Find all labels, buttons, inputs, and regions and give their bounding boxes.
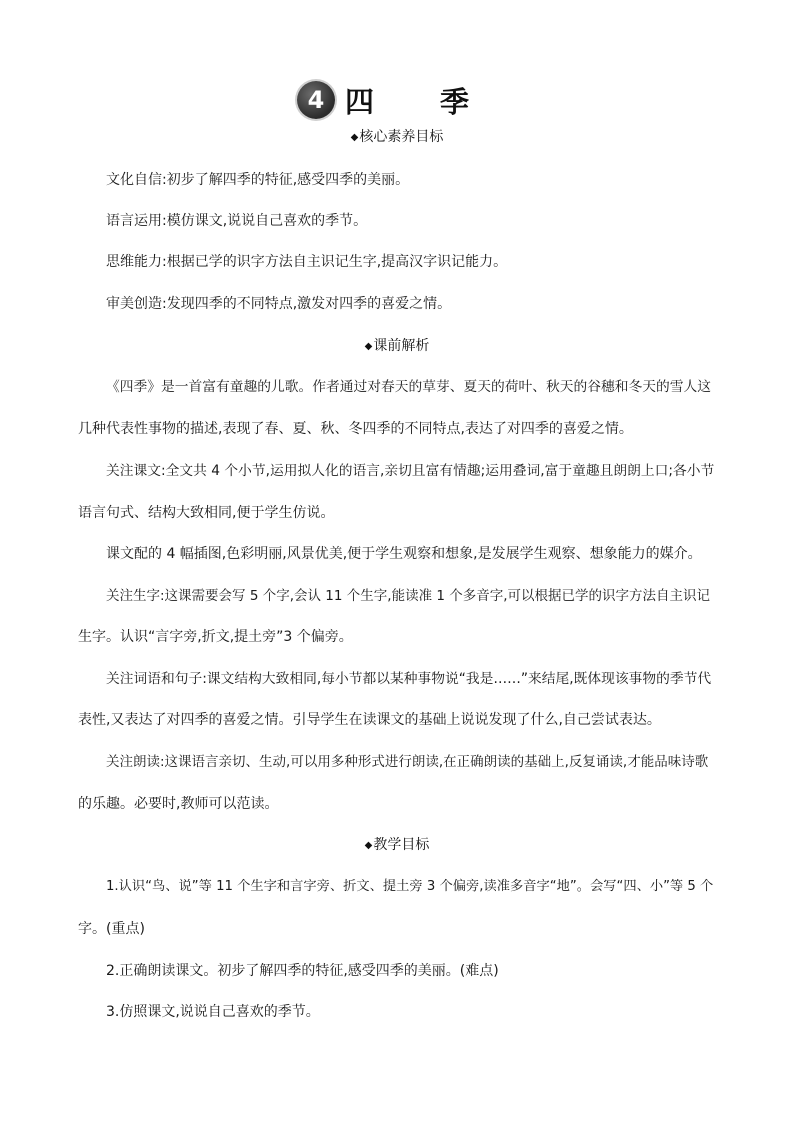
pre-line: 表性,又表达了对四季的喜爱之情。引导学生在读课文的基础上说说发现了什么,自己尝试表达。 — [78, 712, 661, 728]
lesson-title — [0, 80, 794, 120]
pre-line: 几种代表性事物的描述,表现了春、夏、秋、冬四季的不同特点,表达了对四季的喜爱之情。 — [78, 421, 633, 437]
pre-line: 《四季》是一首富有童趣的儿歌。作者通过对春天的草芽、夏天的荷叶、秋天的谷穗和冬天的雪人这 — [106, 379, 712, 395]
diamond-icon: ◆ — [350, 132, 359, 143]
pre-line: 语言句式、结构大致相同,便于学生仿说。 — [78, 505, 335, 521]
goal-line: 字。(重点) — [78, 921, 145, 937]
section-heading-pre: ◆课前解析 — [364, 338, 430, 354]
lesson-title-text: 四 季 — [344, 84, 498, 119]
pre-line: 课文配的 4 幅插图,色彩明丽,风景优美,便于学生观察和想象,是发展学生观察、想象能力的媒介。 — [106, 546, 702, 562]
diamond-icon: ◆ — [364, 840, 373, 851]
core-line: 文化自信:初步了解四季的特征,感受四季的美丽。 — [106, 172, 410, 188]
goal-line: 1.认识“鸟、说”等 11 个生字和言字旁、折文、提土旁 3 个偏旁,读准多音字“地”。会写“四、小”等 5 个 — [106, 879, 714, 894]
core-line: 审美创造:发现四季的不同特点,激发对四季的喜爱之情。 — [106, 296, 452, 312]
pre-line: 关注生字:这课需要会写 5 个字,会认 11 个生字,能读准 1 个多音字,可以根据已学的识字方法自主识记 — [106, 588, 711, 604]
pre-line: 关注朗读:这课语言亲切、生动,可以用多种形式进行朗读,在正确朗读的基础上,反复诵读,才能品味诗歌 — [106, 754, 709, 770]
pre-line: 生字。认识“言字旁,折文,提土旁”3 个偏旁。 — [78, 629, 353, 645]
goal-line: 2.正确朗读课文。初步了解四季的特征,感受四季的美丽。(难点) — [106, 963, 499, 979]
pre-line: 关注词语和句子:课文结构大致相同,每小节都以某种事物说“我是……”来结尾,既体现该事物的季节代 — [106, 671, 712, 687]
core-line: 语言运用:模仿课文,说说自己喜欢的季节。 — [106, 213, 368, 229]
core-line: 思维能力:根据已学的识字方法自主识记生字,提高汉字识记能力。 — [106, 254, 508, 270]
section-heading-core: ◆核心素养目标 — [350, 129, 444, 145]
diamond-icon: ◆ — [364, 341, 373, 352]
goal-line: 3.仿照课文,说说自己喜欢的季节。 — [106, 1004, 320, 1020]
lesson-number-badge: 4 — [297, 81, 335, 119]
pre-line: 的乐趣。必要时,教师可以范读。 — [78, 796, 279, 812]
pre-line: 关注课文:全文共 4 个小节,运用拟人化的语言,亲切且富有情趣;运用叠词,富于童趣且朗朗上口;各小节 — [106, 463, 715, 479]
section-heading-goals: ◆教学目标 — [364, 837, 430, 853]
